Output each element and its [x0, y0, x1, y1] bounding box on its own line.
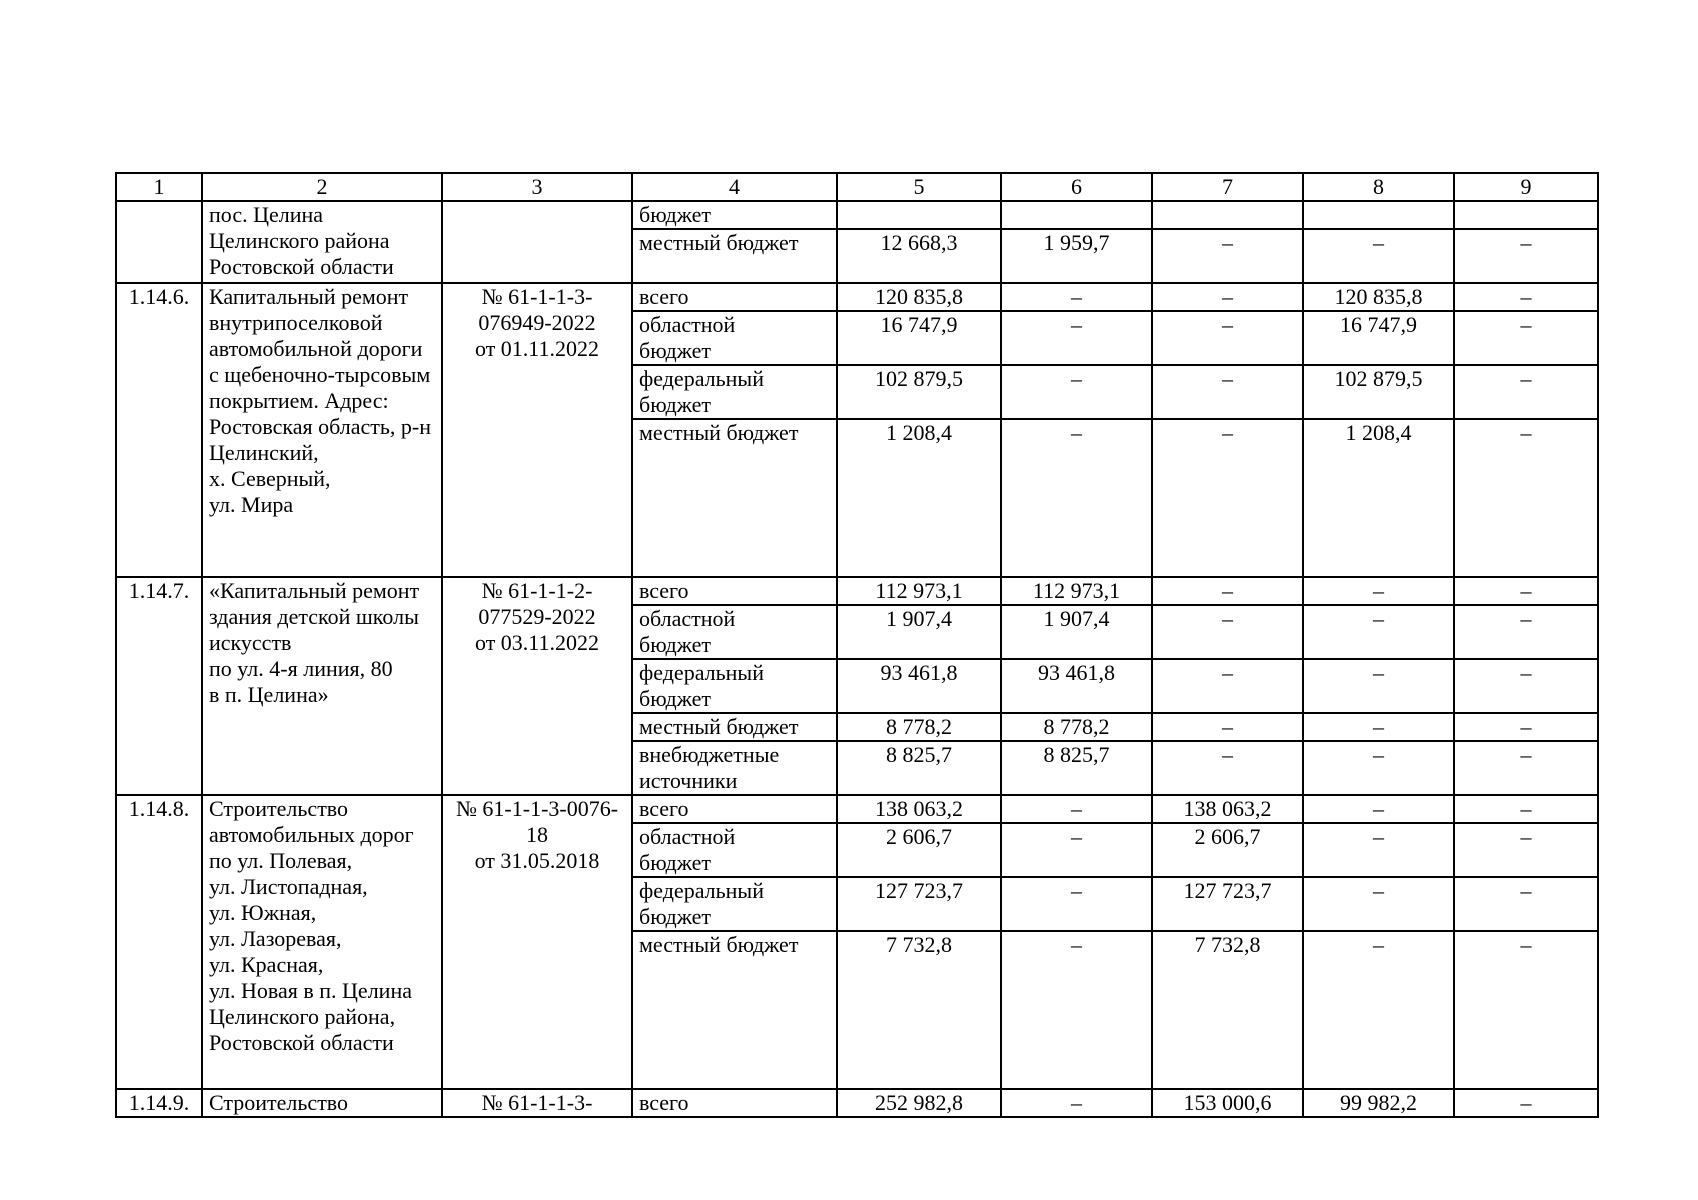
funding-source-cell: местный бюджет [632, 931, 837, 1089]
table-row [116, 577, 1598, 605]
item-number-cell: 1.14.9. [116, 1089, 202, 1117]
funding-source-cell: областной бюджет [632, 311, 837, 365]
value-cell: – [1152, 659, 1303, 713]
column-number-row [116, 173, 1598, 201]
value-cell: – [1303, 877, 1454, 931]
value-cell: – [1152, 713, 1303, 741]
value-cell: 102 879,5 [837, 365, 1001, 419]
value-cell: 1 208,4 [1303, 419, 1454, 577]
value-cell: 1 907,4 [1001, 605, 1152, 659]
item-name-cell: «Капитальный ремонт здания детской школы искусств по ул. 4-я линия, 80 в п. Целина» [202, 577, 442, 795]
value-cell: – [1152, 419, 1303, 577]
value-cell: 7 732,8 [837, 931, 1001, 1089]
value-cell: 16 747,9 [837, 311, 1001, 365]
value-cell: 7 732,8 [1152, 931, 1303, 1089]
value-cell: – [1001, 823, 1152, 877]
value-cell: – [1001, 795, 1152, 823]
item-document-cell: № 61-1-1-3- [442, 1089, 632, 1117]
table-row [116, 1089, 1598, 1117]
value-cell: – [1303, 659, 1454, 713]
value-cell: – [1454, 823, 1598, 877]
value-cell [1152, 201, 1303, 229]
column-number: 6 [1001, 173, 1152, 201]
value-cell: – [1303, 795, 1454, 823]
value-cell: – [1454, 577, 1598, 605]
value-cell [1001, 201, 1152, 229]
value-cell: 138 063,2 [1152, 795, 1303, 823]
funding-source-cell: федеральный бюджет [632, 365, 837, 419]
value-cell [1454, 201, 1598, 229]
value-cell: – [1303, 229, 1454, 283]
value-cell [837, 201, 1001, 229]
funding-source-cell: внебюджетные источники [632, 741, 837, 795]
value-cell: – [1303, 713, 1454, 741]
value-cell: – [1454, 365, 1598, 419]
column-number: 1 [116, 173, 202, 201]
value-cell: – [1454, 1089, 1598, 1117]
funding-source-cell: всего [632, 795, 837, 823]
funding-source-cell: всего [632, 1089, 837, 1117]
value-cell: – [1001, 283, 1152, 311]
item-number-cell: 1.14.7. [116, 577, 202, 795]
value-cell: – [1152, 229, 1303, 283]
column-number: 3 [442, 173, 632, 201]
value-cell: – [1454, 419, 1598, 577]
item-document-cell: № 61-1-1-3-0076-18 от 31.05.2018 [442, 795, 632, 1089]
value-cell: 127 723,7 [1152, 877, 1303, 931]
funding-source-cell: местный бюджет [632, 713, 837, 741]
value-cell: 8 778,2 [1001, 713, 1152, 741]
value-cell: 8 825,7 [1001, 741, 1152, 795]
column-number: 4 [632, 173, 837, 201]
value-cell: 8 778,2 [837, 713, 1001, 741]
value-cell: – [1152, 577, 1303, 605]
column-number: 8 [1303, 173, 1454, 201]
funding-source-cell: всего [632, 283, 837, 311]
value-cell: – [1001, 931, 1152, 1089]
value-cell: – [1454, 229, 1598, 283]
column-number: 7 [1152, 173, 1303, 201]
value-cell: – [1303, 605, 1454, 659]
column-number: 9 [1454, 173, 1598, 201]
value-cell: 102 879,5 [1303, 365, 1454, 419]
value-cell: 93 461,8 [837, 659, 1001, 713]
value-cell: 2 606,7 [1152, 823, 1303, 877]
value-cell: – [1303, 931, 1454, 1089]
value-cell: 112 973,1 [837, 577, 1001, 605]
value-cell: – [1454, 659, 1598, 713]
funding-source-cell: местный бюджет [632, 419, 837, 577]
item-name-cell: пос. Целина Целинского района Ростовской области [202, 201, 442, 283]
funding-source-cell: федеральный бюджет [632, 659, 837, 713]
table-row [116, 201, 1598, 229]
value-cell: 12 668,3 [837, 229, 1001, 283]
item-number-cell: 1.14.6. [116, 283, 202, 577]
item-number-cell: 1.14.8. [116, 795, 202, 1089]
value-cell: – [1454, 931, 1598, 1089]
funding-source-cell: областной бюджет [632, 605, 837, 659]
value-cell: 1 959,7 [1001, 229, 1152, 283]
item-document-cell [442, 201, 632, 283]
value-cell: – [1152, 741, 1303, 795]
value-cell [1303, 201, 1454, 229]
funding-source-cell: местный бюджет [632, 229, 837, 283]
funding-source-cell: всего [632, 577, 837, 605]
value-cell: 252 982,8 [837, 1089, 1001, 1117]
value-cell: – [1303, 741, 1454, 795]
value-cell: – [1454, 795, 1598, 823]
budget-table [115, 172, 1599, 1118]
value-cell: – [1001, 311, 1152, 365]
item-name-cell: Строительство автомобильных дорог по ул. Полевая, ул. Листопадная, ул. Южная, ул. Лазоревая, ул. Красная, ул. Новая в п. Целина Целинского района, Ростовской области [202, 795, 442, 1089]
item-document-cell: № 61-1-1-3-076949-2022 от 01.11.2022 [442, 283, 632, 577]
value-cell: 8 825,7 [837, 741, 1001, 795]
value-cell: 1 208,4 [837, 419, 1001, 577]
value-cell: – [1001, 877, 1152, 931]
value-cell: – [1454, 311, 1598, 365]
funding-source-cell: областной бюджет [632, 823, 837, 877]
item-number-cell [116, 201, 202, 283]
column-number: 2 [202, 173, 442, 201]
value-cell: – [1454, 605, 1598, 659]
value-cell: 93 461,8 [1001, 659, 1152, 713]
item-document-cell: № 61-1-1-2-077529-2022 от 03.11.2022 [442, 577, 632, 795]
value-cell: 99 982,2 [1303, 1089, 1454, 1117]
value-cell: – [1001, 365, 1152, 419]
value-cell: – [1454, 713, 1598, 741]
value-cell: 16 747,9 [1303, 311, 1454, 365]
value-cell: – [1152, 365, 1303, 419]
value-cell: 127 723,7 [837, 877, 1001, 931]
value-cell: – [1303, 577, 1454, 605]
value-cell: – [1303, 823, 1454, 877]
value-cell: – [1454, 741, 1598, 795]
table-row [116, 795, 1598, 823]
column-number: 5 [837, 173, 1001, 201]
value-cell: 112 973,1 [1001, 577, 1152, 605]
value-cell: – [1454, 283, 1598, 311]
value-cell: 120 835,8 [837, 283, 1001, 311]
value-cell: – [1152, 283, 1303, 311]
value-cell: 153 000,6 [1152, 1089, 1303, 1117]
value-cell: – [1152, 605, 1303, 659]
value-cell: 120 835,8 [1303, 283, 1454, 311]
value-cell: 138 063,2 [837, 795, 1001, 823]
value-cell: 2 606,7 [837, 823, 1001, 877]
funding-source-cell: федеральный бюджет [632, 877, 837, 931]
value-cell: – [1001, 1089, 1152, 1117]
item-name-cell: Строительство [202, 1089, 442, 1117]
table-row [116, 283, 1598, 311]
value-cell: – [1454, 877, 1598, 931]
value-cell: – [1001, 419, 1152, 577]
item-name-cell: Капитальный ремонт внутрипоселковой автомобильной дороги с щебеночно-тырсовым покрытием. Адрес: Ростовская область, р-н Целинский, х. Северный, ул. Мира [202, 283, 442, 577]
value-cell: – [1152, 311, 1303, 365]
funding-source-cell: бюджет [632, 201, 837, 229]
value-cell: 1 907,4 [837, 605, 1001, 659]
